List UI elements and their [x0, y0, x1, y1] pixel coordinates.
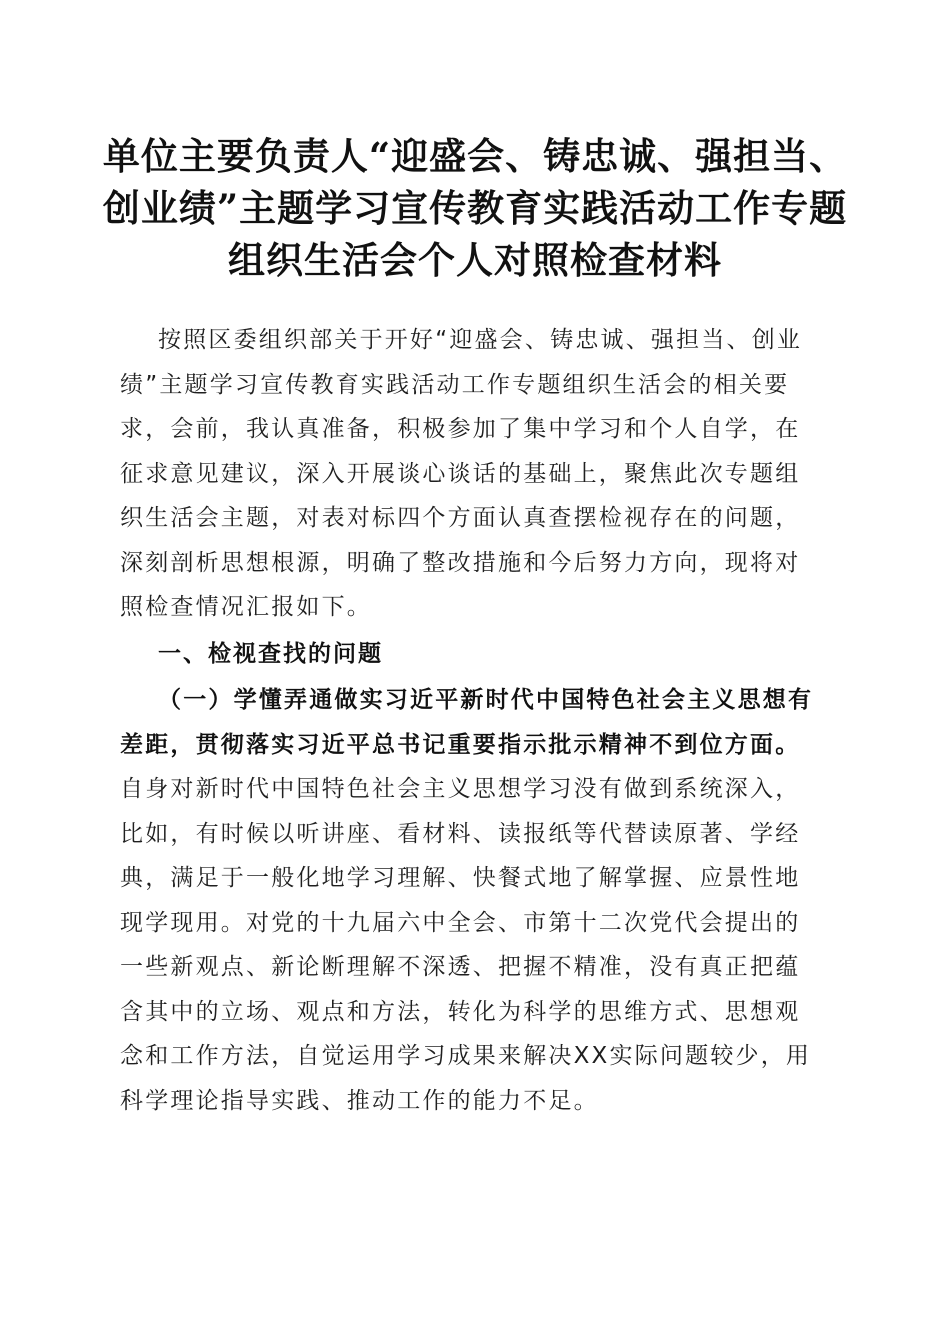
- subsection-paragraph: [120, 678, 825, 1123]
- section-heading: 一、检视查找的问题: [158, 641, 383, 667]
- paragraph-line: 自身对新时代中国特色社会主义思想学习没有做到系统深入，: [120, 776, 801, 802]
- title-line: 创业绩”主题学习宣传教育实践活动工作专题: [102, 186, 848, 230]
- subsection-lead-line: （一）学懂弄通做实习近平新时代中国特色社会主义思想有: [158, 687, 814, 713]
- paragraph-line: 科学理论指导实践、推动工作的能力不足。: [120, 1087, 599, 1114]
- paragraph-line: 典，满足于一般化地学习理解、快餐式地了解掌握、应景性地: [120, 865, 801, 891]
- title-line: 单位主要负责人“迎盛会、铸忠诚、强担当、: [102, 134, 848, 178]
- intro-paragraph: [120, 318, 825, 630]
- subsection-lead-line: 差距，贯彻落实习近平总书记重要指示批示精神不到位方面。: [120, 731, 801, 758]
- paragraph-line: 一些新观点、新论断理解不深透、把握不精准，没有真正把蕴: [120, 954, 801, 980]
- paragraph-line: 含其中的立场、观点和方法，转化为科学的思维方式、思想观: [120, 998, 801, 1025]
- title-line: 组织生活会个人对照检查材料: [228, 238, 722, 282]
- paragraph-line: 按照区委组织部关于开好“迎盛会、铸忠诚、强担当、创业: [158, 327, 803, 353]
- paragraph-line: 求，会前，我认真准备，积极参加了集中学习和个人自学，在: [120, 416, 801, 442]
- paragraph-line: 深刻剖析思想根源，明确了整改措施和今后努力方向，现将对: [120, 549, 801, 576]
- paragraph-line: 照检查情况汇报如下。: [120, 594, 372, 620]
- paragraph-line: 现学现用。对党的十九届六中全会、市第十二次党代会提出的: [120, 909, 801, 936]
- paragraph-line: 念和工作方法，自觉运用学习成果来解决XX实际问题较少，用: [120, 1043, 812, 1069]
- paragraph-line: 绩”主题学习宣传教育实践活动工作专题组织生活会的相关要: [120, 371, 790, 398]
- paragraph-line: 比如，有时候以听讲座、看材料、读报纸等代替读原著、学经: [120, 820, 801, 847]
- paragraph-line: 织生活会主题，对表对标四个方面认真查摆检视存在的问题，: [120, 505, 801, 531]
- paragraph-line: 征求意见建议，深入开展谈心谈话的基础上，聚焦此次专题组: [120, 460, 801, 487]
- document-title: [100, 130, 850, 286]
